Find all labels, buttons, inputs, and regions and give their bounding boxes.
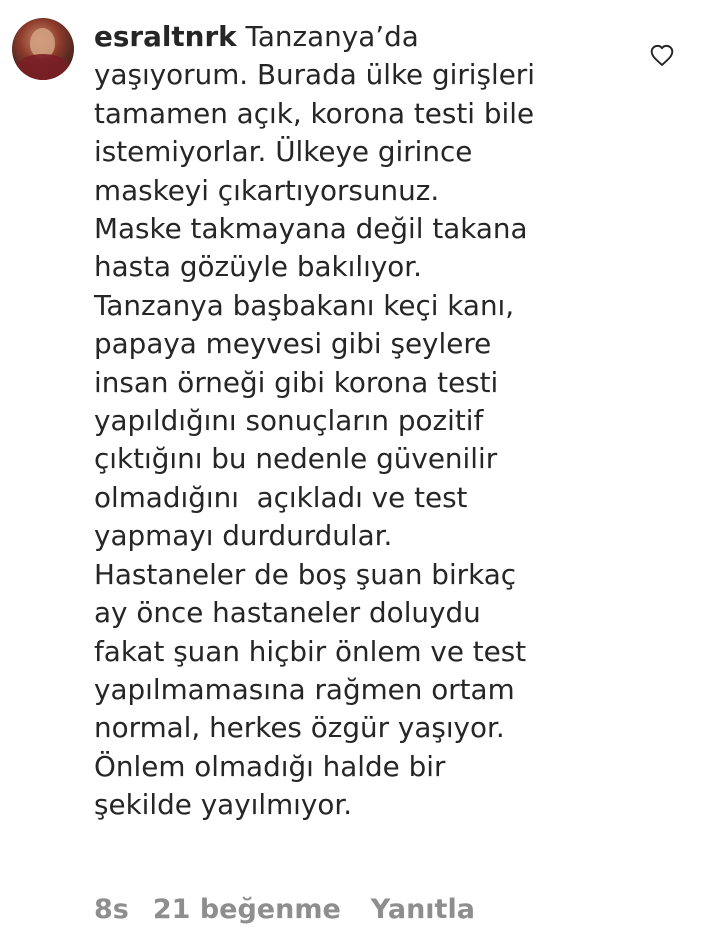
comment-text-line: yapılmamasına rağmen ortam bbox=[94, 672, 515, 706]
reply-button[interactable]: Yanıtla bbox=[370, 894, 475, 925]
comment-text-line: normal, herkes özgür yaşıyor. bbox=[94, 711, 505, 745]
comment-text bbox=[94, 18, 614, 825]
comment-text-line: şekilde yayılmıyor. bbox=[94, 788, 353, 822]
comment-text-line: olmadığını açıkladı ve test bbox=[94, 480, 468, 514]
comment-text-line: hasta gözüyle bakılıyor. bbox=[94, 250, 422, 284]
comment-text-line: fakat şuan hiçbir önlem ve test bbox=[94, 634, 527, 668]
heart-icon[interactable] bbox=[649, 43, 675, 67]
comment-text-line: yapmayı durdurdular. bbox=[94, 519, 393, 553]
comment-line bbox=[94, 18, 614, 56]
comment-text-line: tamamen açık, korona testi bile bbox=[94, 96, 535, 130]
comment-text-line: Tanzanya başbakanı keçi kanı, bbox=[94, 288, 515, 322]
comment-text-line: insan örneği gibi korona testi bbox=[94, 365, 499, 399]
comment-text-line: maskeyi çıkartıyorsunuz. bbox=[94, 173, 440, 207]
comment-text-line: Önlem olmadığı halde bir bbox=[94, 749, 446, 783]
comment-actions bbox=[94, 891, 475, 929]
comment-text-line: Hastaneler de boş şuan birkaç bbox=[94, 557, 517, 591]
username-link[interactable]: esraltnrk bbox=[94, 20, 237, 53]
comment-text-line: ay önce hastaneler doluydu bbox=[94, 596, 481, 630]
comment-text-line: yaşıyorum. Burada ülke girişleri bbox=[94, 58, 535, 92]
comment-text-line: papaya meyvesi gibi şeylere bbox=[94, 327, 492, 361]
comment-text-line: yapıldığını sonuçların pozitif bbox=[94, 404, 484, 438]
comment-time: 8s bbox=[94, 894, 129, 925]
likes-count-button[interactable]: 21 beğenme bbox=[152, 894, 341, 925]
comment-text-line: Maske takmayana değil takana bbox=[94, 212, 528, 246]
comment-text-line: Tanzanya’da bbox=[236, 20, 419, 53]
avatar[interactable] bbox=[12, 18, 74, 80]
comment-text-line: istemiyorlar. Ülkeye girince bbox=[94, 135, 473, 169]
comment-text-line: çıktığını bu nedenle güvenilir bbox=[94, 442, 498, 476]
